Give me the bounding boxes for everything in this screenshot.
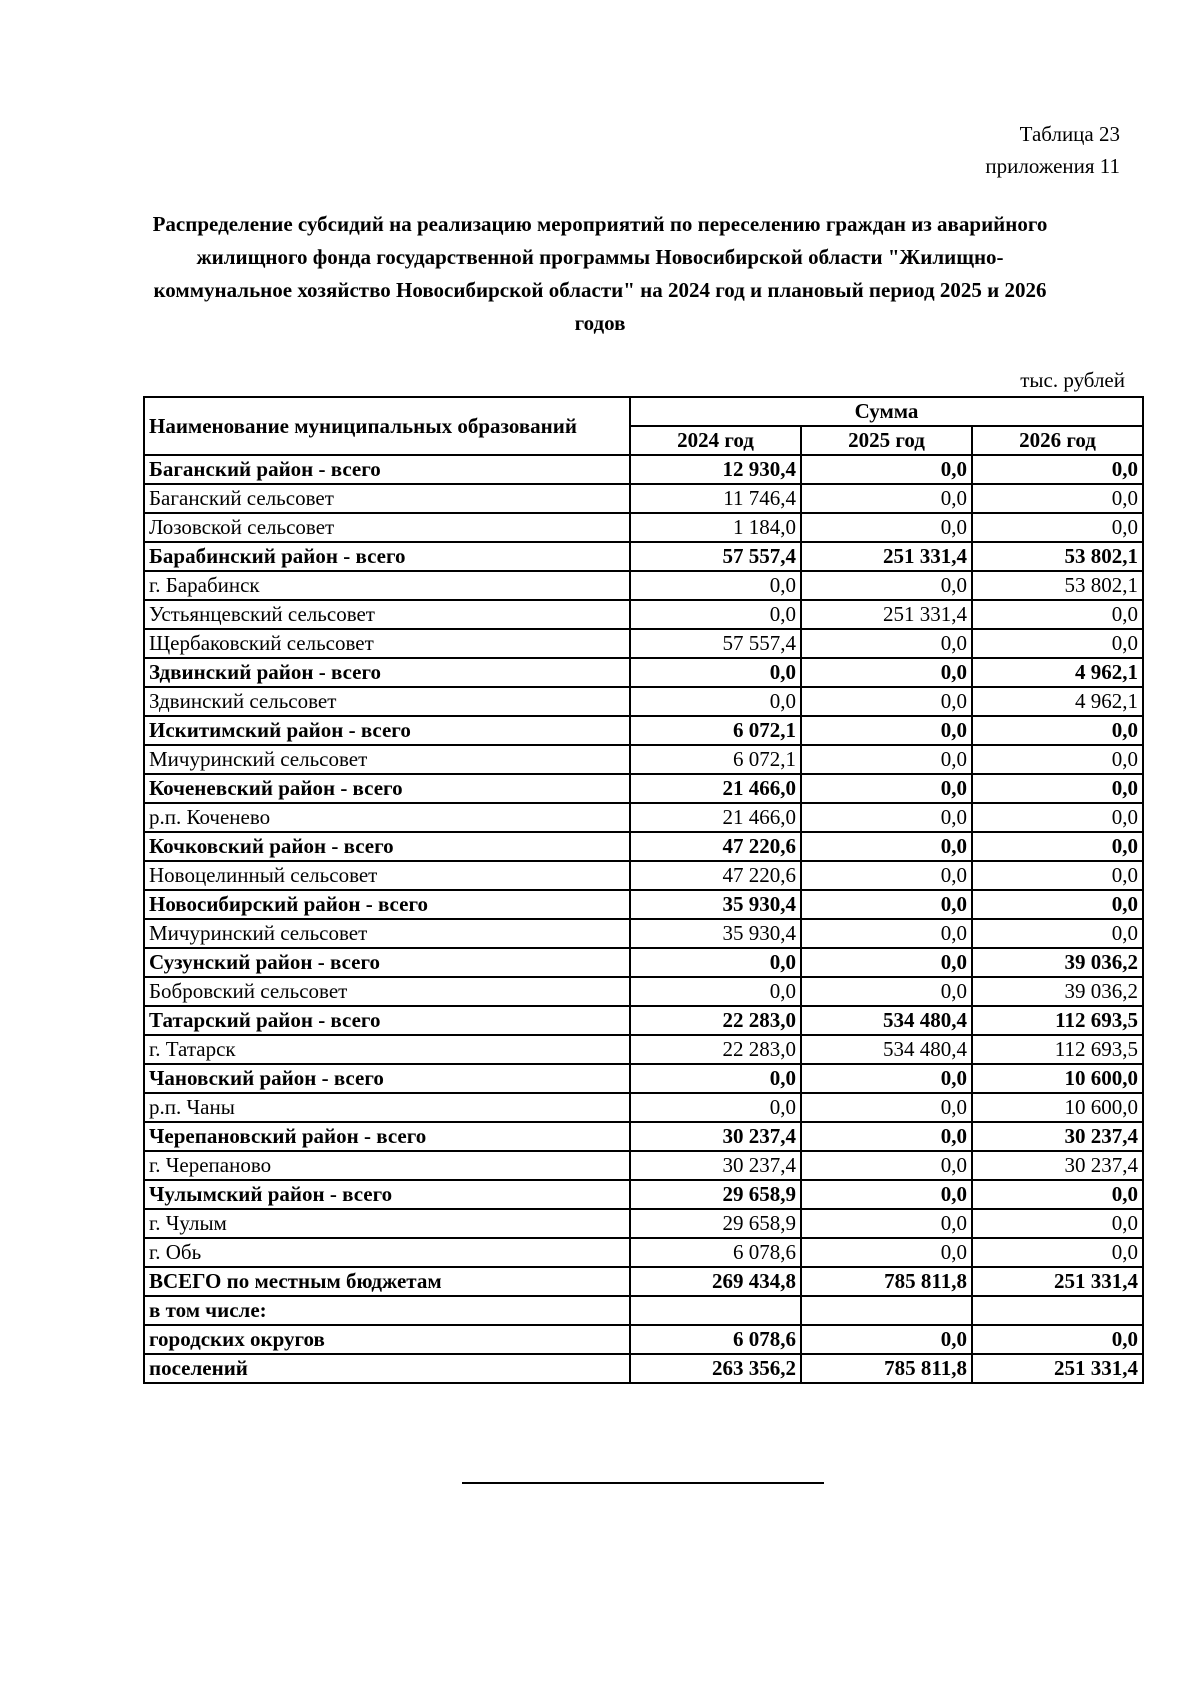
table-row: [144, 600, 1143, 629]
table-row-total: [144, 1122, 1143, 1151]
municipality-name-cell: Кочковский район - всего: [144, 832, 630, 861]
amount-cell-2025: 785 811,8: [801, 1267, 972, 1296]
amount-cell-2024: 0,0: [630, 658, 801, 687]
municipality-name-cell: Чулымский район - всего: [144, 1180, 630, 1209]
amount-cell-2026: 39 036,2: [972, 977, 1143, 1006]
table-row: [144, 745, 1143, 774]
municipality-name-cell: Бобровский сельсовет: [144, 977, 630, 1006]
municipality-name-cell: в том числе:: [144, 1296, 630, 1325]
amount-cell-2026: 0,0: [972, 1238, 1143, 1267]
table-annex-label: [985, 118, 1120, 182]
table-row-total: [144, 1267, 1143, 1296]
amount-cell-2026: 0,0: [972, 629, 1143, 658]
table-row: [144, 484, 1143, 513]
table-row: [144, 1093, 1143, 1122]
amount-cell-2024: 0,0: [630, 687, 801, 716]
municipality-name-cell: р.п. Чаны: [144, 1093, 630, 1122]
municipality-name-cell: Устьянцевский сельсовет: [144, 600, 630, 629]
municipality-column-header: Наименование муниципальных образований: [144, 397, 630, 455]
municipality-name-cell: Искитимский район - всего: [144, 716, 630, 745]
amount-cell-2025: 251 331,4: [801, 542, 972, 571]
amount-cell-2026: 10 600,0: [972, 1093, 1143, 1122]
amount-cell-2024: [630, 1296, 801, 1325]
amount-cell-2026: 251 331,4: [972, 1354, 1143, 1383]
amount-cell-2026: 112 693,5: [972, 1006, 1143, 1035]
table-body: [144, 455, 1143, 1383]
table-row-total: [144, 716, 1143, 745]
amount-cell-2025: 534 480,4: [801, 1035, 972, 1064]
amount-cell-2024: 29 658,9: [630, 1180, 801, 1209]
amount-cell-2025: 0,0: [801, 1064, 972, 1093]
municipality-name-cell: Татарский район - всего: [144, 1006, 630, 1035]
table-row-total: [144, 1354, 1143, 1383]
amount-cell-2024: 0,0: [630, 571, 801, 600]
amount-cell-2025: 0,0: [801, 1151, 972, 1180]
table-row: [144, 803, 1143, 832]
table-row-total: [144, 832, 1143, 861]
amount-cell-2026: 0,0: [972, 484, 1143, 513]
amount-cell-2024: 29 658,9: [630, 1209, 801, 1238]
table-row: [144, 513, 1143, 542]
amount-cell-2024: 263 356,2: [630, 1354, 801, 1383]
municipality-name-cell: Чановский район - всего: [144, 1064, 630, 1093]
table-row-total: [144, 455, 1143, 484]
amount-cell-2024: 0,0: [630, 977, 801, 1006]
amount-cell-2025: 0,0: [801, 919, 972, 948]
table-number: Таблица 23: [1019, 122, 1120, 146]
table-row-total: [144, 1296, 1143, 1325]
amount-cell-2026: 0,0: [972, 1325, 1143, 1354]
municipality-name-cell: г. Обь: [144, 1238, 630, 1267]
amount-cell-2024: 269 434,8: [630, 1267, 801, 1296]
year-2024-header: 2024 год: [630, 426, 801, 455]
amount-cell-2024: 47 220,6: [630, 861, 801, 890]
table-row: [144, 629, 1143, 658]
amount-cell-2025: 0,0: [801, 629, 972, 658]
amount-cell-2024: 22 283,0: [630, 1035, 801, 1064]
amount-cell-2025: 0,0: [801, 1093, 972, 1122]
table-row: [144, 861, 1143, 890]
amount-cell-2024: 30 237,4: [630, 1151, 801, 1180]
amount-cell-2025: 0,0: [801, 948, 972, 977]
amount-cell-2025: 0,0: [801, 1325, 972, 1354]
amount-cell-2026: 0,0: [972, 1180, 1143, 1209]
table-row: [144, 1151, 1143, 1180]
amount-cell-2025: 0,0: [801, 513, 972, 542]
table-row: [144, 571, 1143, 600]
amount-cell-2026: 0,0: [972, 600, 1143, 629]
table-row-total: [144, 774, 1143, 803]
amount-cell-2026: 0,0: [972, 919, 1143, 948]
amount-cell-2026: 0,0: [972, 455, 1143, 484]
table-row-total: [144, 658, 1143, 687]
amount-cell-2026: 0,0: [972, 832, 1143, 861]
amount-cell-2024: 35 930,4: [630, 890, 801, 919]
amount-cell-2026: 53 802,1: [972, 542, 1143, 571]
amount-cell-2025: 0,0: [801, 455, 972, 484]
amount-cell-2026: [972, 1296, 1143, 1325]
table-row-total: [144, 948, 1143, 977]
table-row: [144, 1238, 1143, 1267]
municipality-name-cell: Баганский район - всего: [144, 455, 630, 484]
amount-cell-2025: 0,0: [801, 687, 972, 716]
table-row-total: [144, 890, 1143, 919]
amount-cell-2024: 6 078,6: [630, 1238, 801, 1267]
municipality-name-cell: Щербаковский сельсовет: [144, 629, 630, 658]
amount-cell-2026: 30 237,4: [972, 1151, 1143, 1180]
municipality-name-cell: Черепановский район - всего: [144, 1122, 630, 1151]
municipality-name-cell: Новоцелинный сельсовет: [144, 861, 630, 890]
amount-cell-2024: 35 930,4: [630, 919, 801, 948]
amount-cell-2026: 30 237,4: [972, 1122, 1143, 1151]
municipality-name-cell: Сузунский район - всего: [144, 948, 630, 977]
amount-cell-2024: 57 557,4: [630, 542, 801, 571]
municipality-name-cell: Здвинский район - всего: [144, 658, 630, 687]
amount-cell-2025: 0,0: [801, 774, 972, 803]
amount-cell-2024: 0,0: [630, 948, 801, 977]
amount-cell-2025: 785 811,8: [801, 1354, 972, 1383]
sum-column-header: Сумма: [630, 397, 1143, 426]
amount-cell-2026: 0,0: [972, 890, 1143, 919]
municipality-name-cell: г. Чулым: [144, 1209, 630, 1238]
header-row: [144, 397, 1143, 426]
year-2025-header: 2025 год: [801, 426, 972, 455]
amount-cell-2026: 4 962,1: [972, 658, 1143, 687]
table-row-total: [144, 1325, 1143, 1354]
amount-cell-2026: 53 802,1: [972, 571, 1143, 600]
municipality-name-cell: р.п. Коченево: [144, 803, 630, 832]
table-row-total: [144, 1064, 1143, 1093]
table-row: [144, 1035, 1143, 1064]
municipality-name-cell: городских округов: [144, 1325, 630, 1354]
amount-cell-2025: 0,0: [801, 484, 972, 513]
amount-cell-2026: 0,0: [972, 745, 1143, 774]
municipality-name-cell: г. Татарск: [144, 1035, 630, 1064]
amount-cell-2024: 12 930,4: [630, 455, 801, 484]
amount-cell-2024: 6 072,1: [630, 745, 801, 774]
document-title: Распределение субсидий на реализацию мероприятий по переселению граждан из аварийного жилищного фонда государственной программы Новосибирской области "Жилищно-коммунальное хозяйство Новосибирской области" на 2024 год и плановый период 2025 и 2026 годов: [152, 212, 1048, 335]
amount-cell-2024: 0,0: [630, 1064, 801, 1093]
amount-cell-2024: 0,0: [630, 1093, 801, 1122]
end-divider-line: [462, 1482, 824, 1484]
amount-cell-2024: 21 466,0: [630, 774, 801, 803]
amount-cell-2025: 0,0: [801, 658, 972, 687]
amount-cell-2025: 534 480,4: [801, 1006, 972, 1035]
amount-cell-2025: 0,0: [801, 1122, 972, 1151]
municipality-name-cell: Мичуринский сельсовет: [144, 745, 630, 774]
amount-cell-2025: 0,0: [801, 832, 972, 861]
municipality-name-cell: Новосибирский район - всего: [144, 890, 630, 919]
amount-cell-2025: 0,0: [801, 890, 972, 919]
amount-cell-2026: 10 600,0: [972, 1064, 1143, 1093]
municipality-name-cell: Мичуринский сельсовет: [144, 919, 630, 948]
amount-cell-2025: 251 331,4: [801, 600, 972, 629]
table-row-total: [144, 1006, 1143, 1035]
table-row: [144, 1209, 1143, 1238]
amount-cell-2024: 6 078,6: [630, 1325, 801, 1354]
amount-cell-2026: 112 693,5: [972, 1035, 1143, 1064]
subsidy-table: [143, 396, 1144, 1384]
amount-cell-2026: 39 036,2: [972, 948, 1143, 977]
table-row: [144, 919, 1143, 948]
amount-cell-2024: 21 466,0: [630, 803, 801, 832]
municipality-name-cell: Коченевский район - всего: [144, 774, 630, 803]
table-row: [144, 977, 1143, 1006]
amount-cell-2024: 57 557,4: [630, 629, 801, 658]
amount-cell-2026: 251 331,4: [972, 1267, 1143, 1296]
amount-cell-2025: 0,0: [801, 803, 972, 832]
year-2026-header: 2026 год: [972, 426, 1143, 455]
table-row-total: [144, 1180, 1143, 1209]
amount-cell-2026: 4 962,1: [972, 687, 1143, 716]
amount-cell-2024: 22 283,0: [630, 1006, 801, 1035]
amount-cell-2026: 0,0: [972, 774, 1143, 803]
amount-cell-2026: 0,0: [972, 513, 1143, 542]
amount-cell-2025: 0,0: [801, 716, 972, 745]
amount-cell-2024: 6 072,1: [630, 716, 801, 745]
amount-cell-2025: 0,0: [801, 1238, 972, 1267]
amount-cell-2024: 1 184,0: [630, 513, 801, 542]
amount-cell-2026: 0,0: [972, 861, 1143, 890]
amount-cell-2025: 0,0: [801, 571, 972, 600]
municipality-name-cell: ВСЕГО по местным бюджетам: [144, 1267, 630, 1296]
municipality-name-cell: г. Барабинск: [144, 571, 630, 600]
appendix-number: приложения 11: [985, 154, 1120, 178]
municipality-name-cell: Здвинский сельсовет: [144, 687, 630, 716]
table-row: [144, 687, 1143, 716]
municipality-name-cell: Барабинский район - всего: [144, 542, 630, 571]
municipality-name-cell: г. Черепаново: [144, 1151, 630, 1180]
amount-cell-2025: [801, 1296, 972, 1325]
amount-cell-2025: 0,0: [801, 745, 972, 774]
amount-cell-2025: 0,0: [801, 977, 972, 1006]
municipality-name-cell: поселений: [144, 1354, 630, 1383]
units-label: тыс. рублей: [1020, 368, 1125, 392]
table-row-total: [144, 542, 1143, 571]
amount-cell-2025: 0,0: [801, 861, 972, 890]
amount-cell-2026: 0,0: [972, 1209, 1143, 1238]
amount-cell-2026: 0,0: [972, 803, 1143, 832]
amount-cell-2024: 0,0: [630, 600, 801, 629]
amount-cell-2025: 0,0: [801, 1180, 972, 1209]
amount-cell-2024: 47 220,6: [630, 832, 801, 861]
amount-cell-2024: 30 237,4: [630, 1122, 801, 1151]
amount-cell-2026: 0,0: [972, 716, 1143, 745]
municipality-name-cell: Лозовской сельсовет: [144, 513, 630, 542]
municipality-name-cell: Баганский сельсовет: [144, 484, 630, 513]
amount-cell-2024: 11 746,4: [630, 484, 801, 513]
amount-cell-2025: 0,0: [801, 1209, 972, 1238]
